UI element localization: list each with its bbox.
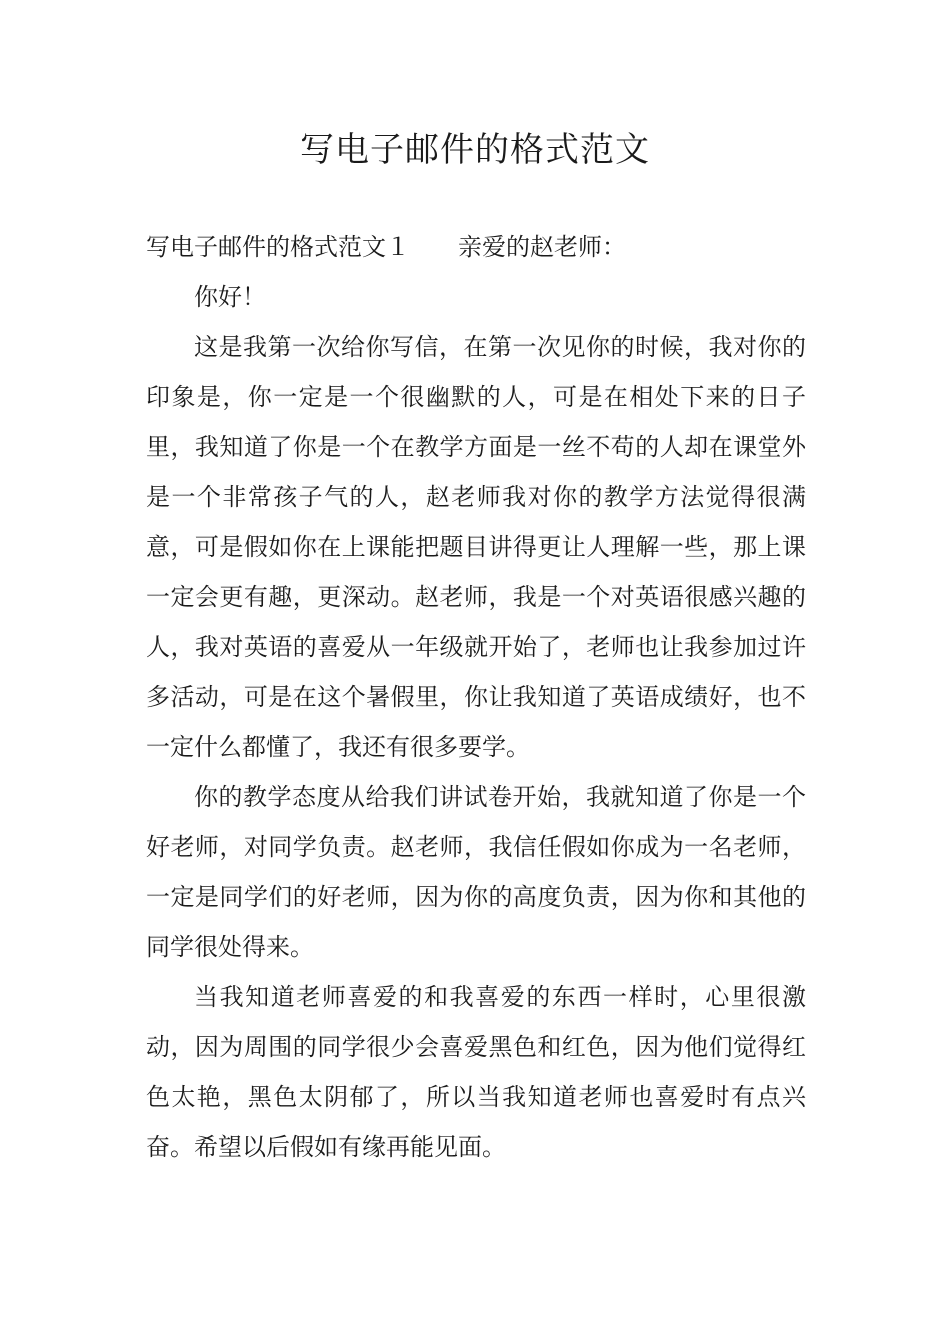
greeting-paragraph: 你好！ — [194, 283, 266, 311]
document-title: 写电子邮件的格式范文 — [300, 130, 650, 170]
heading-line — [146, 222, 806, 272]
document-body — [146, 222, 806, 1172]
body-paragraph-2: 你的教学态度从给我们讲试卷开始，我就知道了你是一个好老师，对同学负责。赵老师，我信任假如你成为一名老师，一定是同学们的好老师，因为你的高度负责，因为你和其他的同学很处得来。 — [146, 783, 806, 961]
body-paragraph-1: 这是我第一次给你写信，在第一次见你的时候，我对你的印象是，你一定是一个很幽默的人，可是在相处下来的日子里，我知道了你是一个在教学方面是一丝不苟的人却在课堂外是一个非常孩子气的人，赵老师我对你的教学方法觉得很满意，可是假如你在上课能把题目讲得更让人理解一些，那上课一定会更有趣，更深动。赵老师，我是一个对英语很感兴趣的人，我对英语的喜爱从一年级就开始了，老师也让我参加过许多活动，可是在这个暑假里，你让我知道了英语成绩好，也不一定什么都懂了，我还有很多要学。 — [146, 333, 806, 761]
body-paragraph-3: 当我知道老师喜爱的和我喜爱的东西一样时，心里很激动，因为周围的同学很少会喜爱黑色和红色，因为他们觉得红色太艳，黑色太阴郁了，所以当我知道老师也喜爱时有点兴奋。希望以后假如有缘再能见面。 — [146, 983, 806, 1161]
salutation: 亲爱的赵老师： — [458, 233, 626, 261]
section-label: 写电子邮件的格式范文１ — [146, 233, 410, 261]
